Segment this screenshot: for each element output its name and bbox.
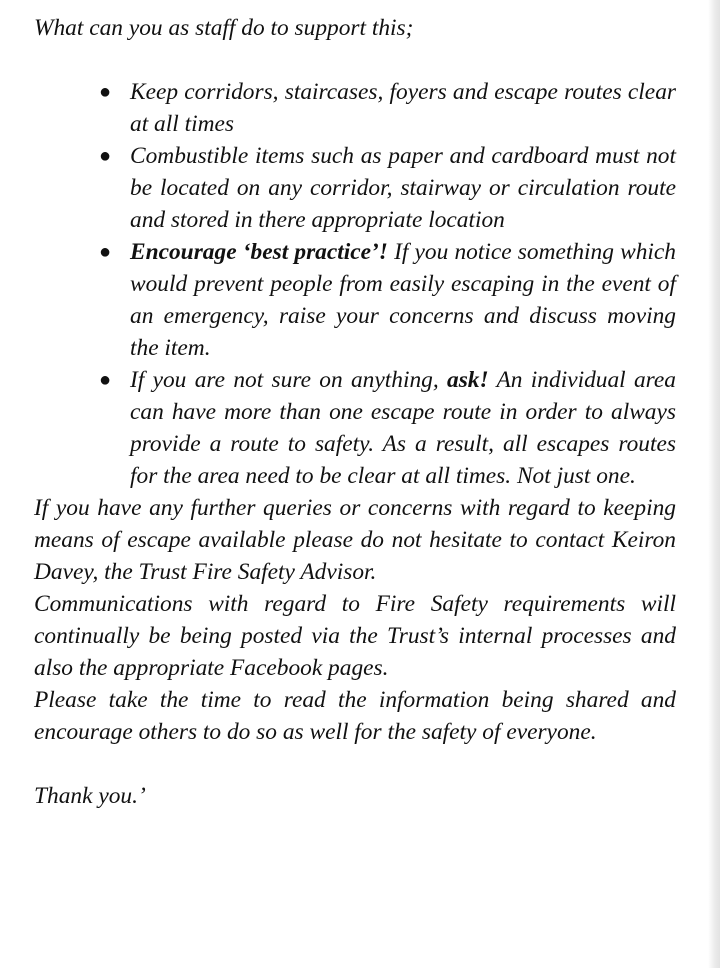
- please-paragraph: Please take the time to read the information being shared and encourage others to do so as well for the safety of everyone.: [34, 687, 676, 745]
- ask-emphasis: ask!: [447, 367, 489, 393]
- queries-paragraph: If you have any further queries or concerns with regard to keeping means of escape available please do not hesitate to contact Keiron Davey, the Trust Fire Safety Advisor.: [34, 495, 676, 585]
- list-item: [99, 76, 676, 140]
- list-item-text: Combustible items such as paper and cardboard must not be located on any corridor, stairway or circulation route and stored in there appropriate location: [130, 143, 676, 233]
- support-list: [34, 76, 676, 492]
- list-item: [99, 140, 676, 236]
- bullet-icon: ●: [99, 145, 112, 167]
- list-item: [99, 236, 676, 364]
- best-practice-emphasis: Encourage ‘best practice’!: [130, 239, 388, 265]
- document-body: [34, 12, 676, 812]
- closing-line: Thank you.’: [34, 783, 146, 809]
- list-item-text: If you notice something which would prevent people from easily escaping in the event of an emergency, raise your concerns and discuss moving the item.: [130, 239, 676, 361]
- list-item-text: If you are not sure on anything,: [130, 367, 447, 393]
- bullet-icon: ●: [99, 81, 112, 103]
- blank-line: [34, 748, 676, 780]
- bullet-icon: ●: [99, 241, 112, 263]
- intro-line: What can you as staff do to support this;: [34, 15, 414, 41]
- communications-paragraph: Communications with regard to Fire Safety requirements will continually be being posted via the Trust’s internal processes and also the appropriate Facebook pages.: [34, 591, 676, 681]
- list-item-text: An individual area can have more than one escape route in order to always provide a route to safety. As a result, all escapes routes for the area need to be clear at all times. Not just one.: [130, 367, 676, 489]
- list-item-text: Keep corridors, staircases, foyers and escape routes clear at all times: [130, 79, 676, 137]
- page-edge-shadow: [708, 0, 720, 968]
- bullet-icon: ●: [99, 369, 112, 391]
- list-item: [99, 364, 676, 492]
